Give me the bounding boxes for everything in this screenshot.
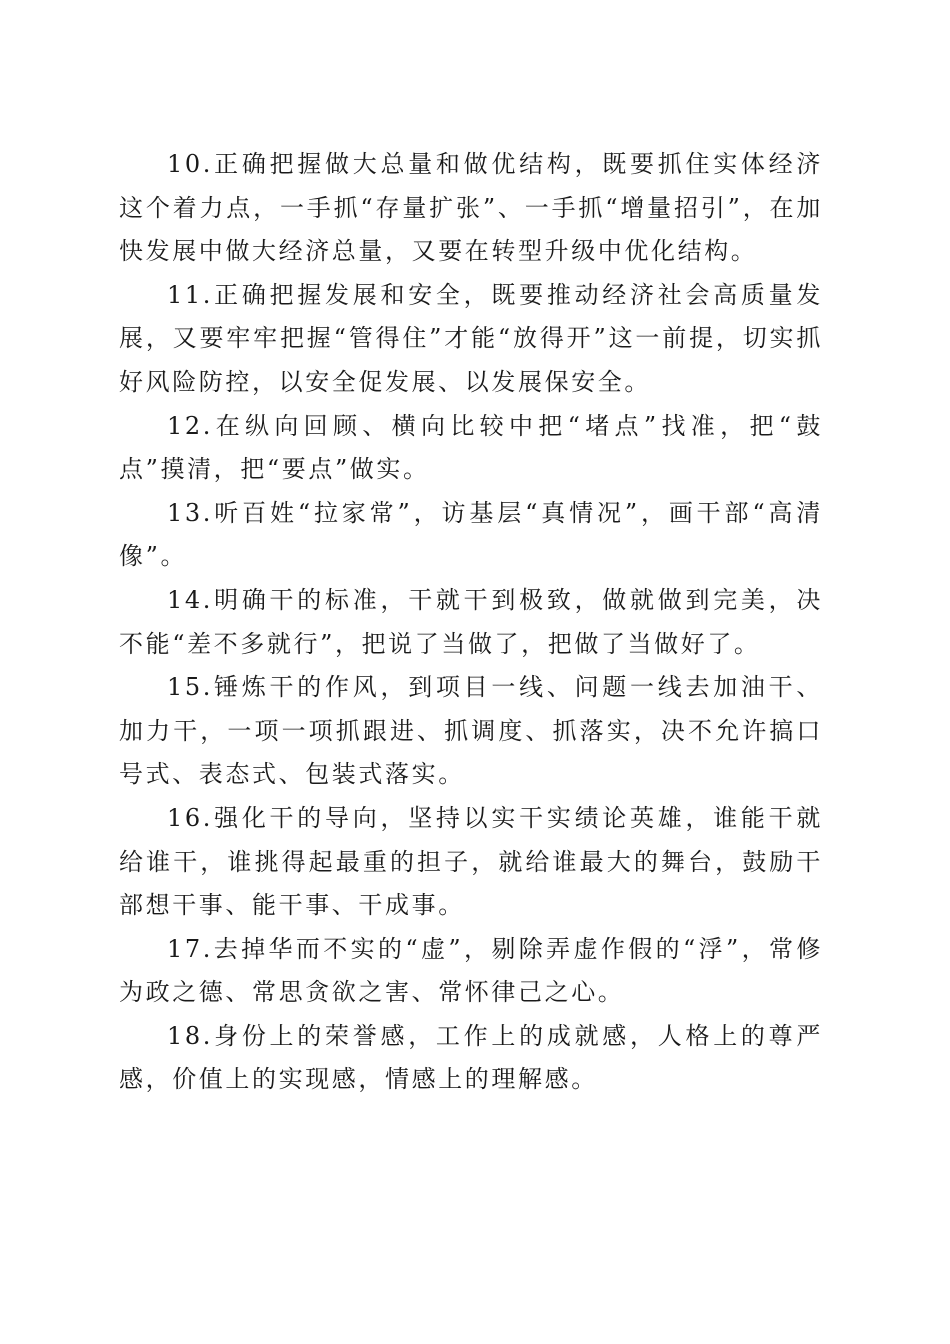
document-body: [119, 143, 823, 1102]
paragraph-16: 16.强化干的导向，坚持以实干实绩论英雄，谁能干就给谁干，谁挑得起最重的担子，就给谁最大的舞台，鼓励干部想干事、能干事、干成事。: [119, 803, 823, 920]
paragraph-17: 17.去掉华而不实的“虚”，剔除弄虚作假的“浮”，常修为政之德、常思贪欲之害、常怀律己之心。: [119, 934, 823, 1007]
paragraph-15: 15.锤炼干的作风，到项目一线、问题一线去加油干、加力干，一项一项抓跟进、抓调度、抓落实，决不允许搞口号式、表态式、包装式落实。: [119, 673, 823, 789]
paragraph-10: 10.正确把握做大总量和做优结构，既要抓住实体经济这个着力点，一手抓“存量扩张”、一手抓“增量招引”，在加快发展中做大经济总量，又要在转型升级中优化结构。: [119, 150, 823, 266]
paragraph-14: 14.明确干的标准，干就干到极致，做就做到完美，决不能“差不多就行”，把说了当做了，把做了当做好了。: [119, 585, 823, 658]
paragraph-12: 12.在纵向回顾、横向比较中把“堵点”找准，把“鼓点”摸清，把“要点”做实。: [119, 411, 823, 484]
paragraph-18: 18.身份上的荣誉感，工作上的成就感，人格上的尊严感，价值上的实现感，情感上的理解感。: [119, 1021, 823, 1094]
paragraph-13: 13.听百姓“拉家常”，访基层“真情况”，画干部“高清像”。: [119, 498, 823, 571]
paragraph-11: 11.正确把握发展和安全，既要推动经济社会高质量发展，又要牢牢把握“管得住”才能“放得开”这一前提，切实抓好风险防控，以安全促发展、以发展保安全。: [119, 280, 823, 396]
